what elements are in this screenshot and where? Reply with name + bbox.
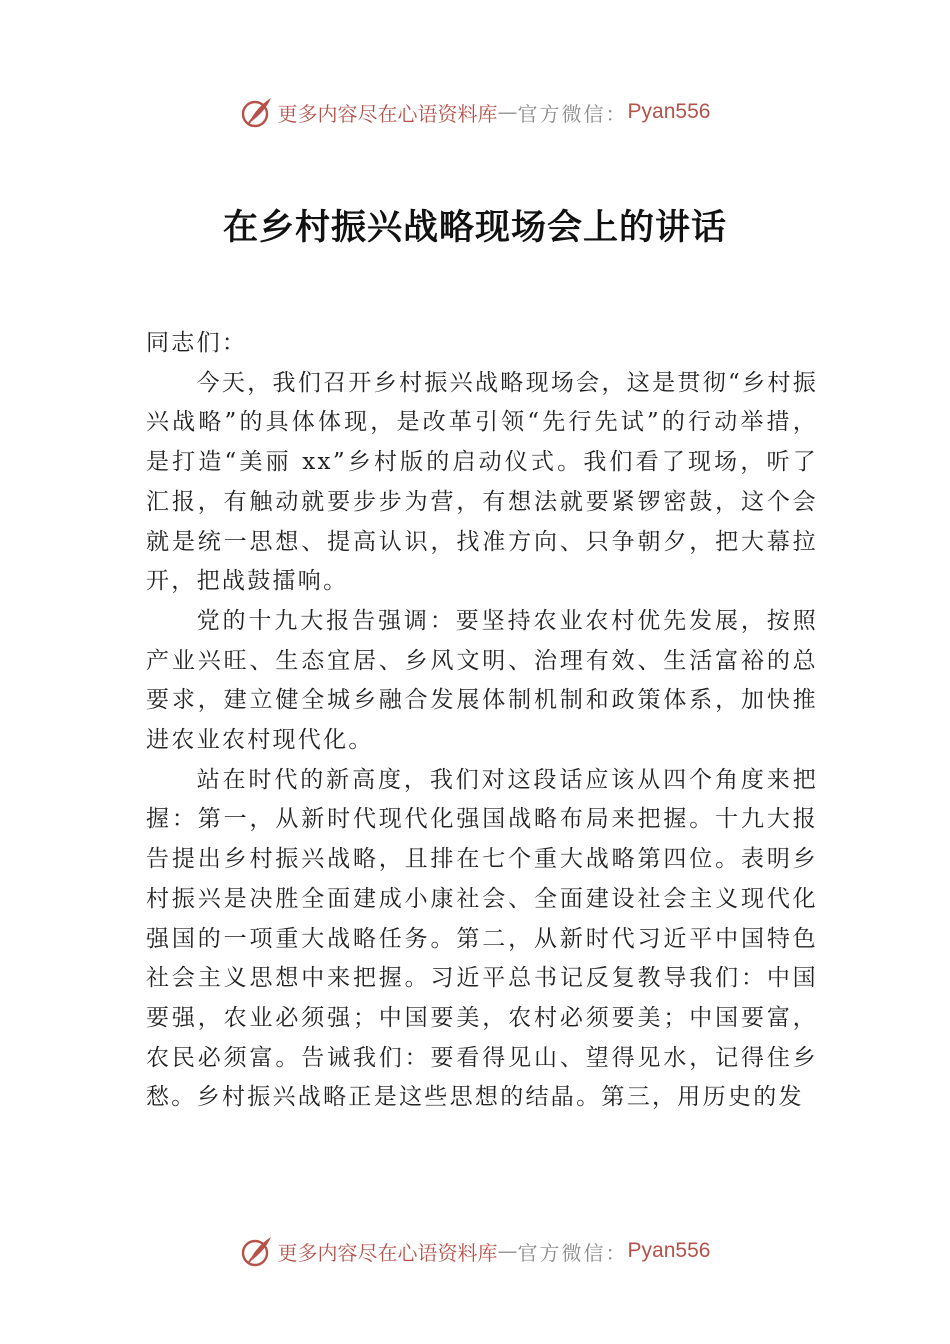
watermark-main-text: 更多内容尽在心语资料库 [277, 1240, 498, 1265]
salutation: 同志们： [146, 330, 248, 356]
paragraph-2: 党的十九大报告强调：要坚持农业农村优先发展，按照产业兴旺、生态宜居、乡风文明、治理有效、生活富裕的总要求，建立健全城乡融合发展体制机制和政策体系，加快推进农业农村现代化。 [146, 607, 818, 754]
quill-pen-icon [240, 1234, 274, 1268]
document-title: 在乡村振兴战略现场会上的讲话 [222, 207, 727, 248]
watermark-dash: — [497, 1239, 518, 1263]
paragraph-3: 站在时代的新高度，我们对这段话应该从四个角度来把握：第一，从新时代现代化强国战略布局来把握。十九大报告提出乡村振兴战略，且排在七个重大战略第四位。表明乡村振兴是决胜全面建成小康社会、全面建设社会主义现代化强国的一项重大战略任务。第二，从新时代习近平中国特色社会主义思想中来把握。习近平总书记反复教导我们：中国要强，农业必须强；中国要美，农村必须要美；中国要富， 农民必须富。告诫我们：要看得见山、望得见水，记得住乡愁。乡村振兴战略正是这些思想的结晶。第三，用历史的发 [146, 766, 818, 1111]
paragraph-1: 今天，我们召开乡村振兴战略现场会，这是贯彻“乡村振兴战略”的具体体现，是改革引领“先行先试”的行动举措，是打造“美丽 xx”乡村版的启动仪式。我们看了现场，听了汇报，有触动就要步步为营，有想法就要紧锣密鼓，这个会就是统一思想、提高认识，找准方向、只争朝夕，把大幕拉开，把战鼓擂响。 [146, 369, 818, 595]
watermark-wechat-label: 官方微信： [517, 1240, 628, 1265]
watermark-wechat-label: 官方微信： [517, 101, 628, 126]
quill-pen-icon [240, 95, 274, 129]
watermark-main-text: 更多内容尽在心语资料库 [277, 101, 498, 126]
header-watermark [0, 95, 950, 129]
document-body [146, 324, 818, 1118]
watermark-wechat-id: Pyan556 [627, 100, 711, 123]
footer-watermark [0, 1234, 950, 1268]
watermark-wechat-id: Pyan556 [627, 1239, 711, 1262]
watermark-dash: — [497, 100, 518, 124]
